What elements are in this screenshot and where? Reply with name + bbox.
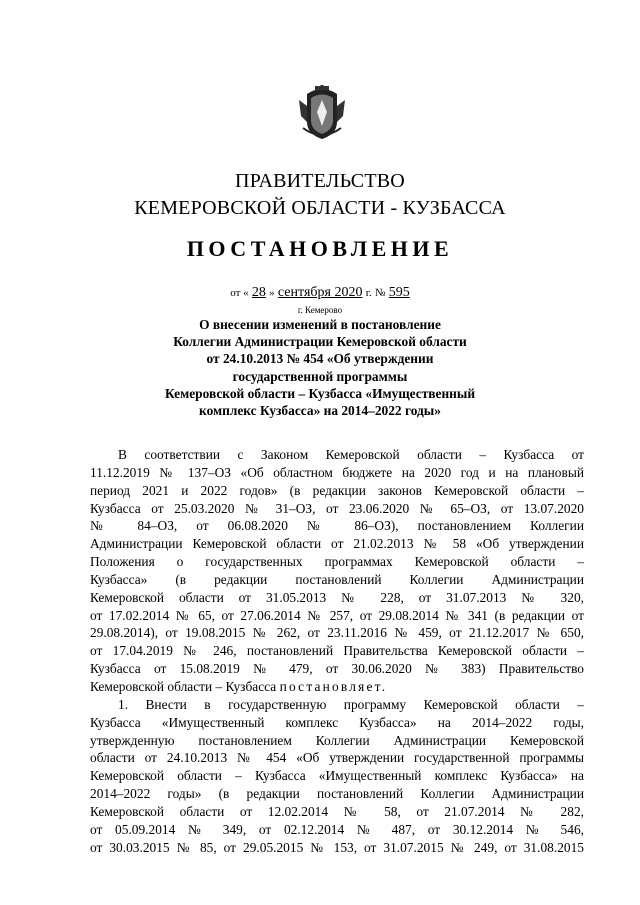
paragraph-2-line: Кемеровской области – Кузбасса «Имущественный комплекс Кузбасса» на	[90, 768, 584, 784]
paragraph-2-line: 2014–2022 годы» (в редакции постановлений Коллегии Администрации	[90, 786, 584, 802]
paragraph-1-last-line	[90, 678, 584, 696]
document-number: 595	[388, 285, 410, 300]
paragraph-1-line: Администрации Кемеровской области от 21.02.2013 № 58 «Об утверждении	[90, 536, 584, 552]
government-name-line1: ПРАВИТЕЛЬСТВО	[235, 170, 405, 192]
paragraph-2-line: от 30.03.2015 № 85, от 29.05.2015 № 153, от 31.07.2015 № 249, от 31.08.2015	[90, 839, 584, 855]
date-mid: »	[269, 287, 275, 299]
number-label: №	[374, 287, 386, 299]
paragraph-1-line: период 2021 и 2022 годов» (в редакции законов Кемеровской области –	[90, 482, 584, 498]
date-month-year: сентября 2020	[277, 285, 363, 300]
resolution-word: постановляет.	[279, 678, 388, 694]
paragraph-1-line: В соответствии с Законом Кемеровской области – Кузбасса от	[118, 447, 584, 462]
date-day: 28	[251, 285, 266, 300]
paragraph-1-line: 11.12.2019 № 137–ОЗ «Об областном бюджете на 2020 год и на плановый	[90, 464, 584, 480]
heading-line: Кемеровской области – Кузбасса «Имущественный	[164, 385, 476, 401]
paragraph-1-line: 29.08.2014), от 19.08.2015 № 262, от 23.11.2016 № 459, от 21.12.2017 № 650,	[90, 625, 584, 641]
paragraph-2-line: утвержденную постановлением Коллегии Администрации Кемеровской	[90, 732, 584, 748]
paragraph-1-last-prefix: Кемеровской области – Кузбасса	[90, 678, 277, 694]
document-heading	[150, 316, 490, 419]
date-year-suffix: г.	[365, 287, 372, 299]
paragraph-1-line: Кузбасса» (в редакции постановлений Коллегии Администрации	[90, 571, 584, 587]
paragraph-1-line: Кузбасса от 25.03.2020 № 31–ОЗ, от 23.06.2020 № 65–ОЗ, от 13.07.2020	[90, 500, 584, 516]
paragraph-2-line: области от 24.10.2013 № 454 «Об утверждении государственной программы	[90, 750, 584, 766]
heading-line: О внесении изменений в постановление	[199, 317, 441, 332]
heading-line: Коллегии Администрации Кемеровской области	[173, 334, 467, 350]
paragraph-1-line: № 84–ОЗ, от 06.08.2020 № 86–ОЗ), постановлением Коллегии	[90, 518, 584, 534]
paragraph-2-line: от 05.09.2014 № 349, от 02.12.2014 № 487, от 30.12.2014 № 546,	[90, 821, 584, 837]
paragraph-1-line: от 17.02.2014 № 65, от 27.06.2014 № 257, от 29.08.2014 № 341 (в редакции от	[90, 607, 584, 623]
heading-line: от 24.10.2013 № 454 «Об утверждении	[206, 351, 434, 367]
heading-line: государственной программы	[232, 368, 408, 384]
city-label: г. Кемерово	[297, 305, 343, 315]
heading-line: комплекс Кузбасса» на 2014–2022 годы»	[199, 403, 441, 419]
document-body	[90, 446, 584, 856]
paragraph-2-line: Кузбасса «Имущественный комплекс Кузбасса» на 2014–2022 годы,	[90, 714, 584, 730]
date-number-line	[0, 284, 640, 301]
paragraph-1-line: Кемеровской области от 31.05.2013 № 228, от 31.07.2013 № 320,	[90, 589, 584, 605]
paragraph-2-line: 1. Внести в государственную программу Кемеровской области –	[118, 696, 584, 712]
government-name-line2: КЕМЕРОВСКОЙ ОБЛАСТИ - КУЗБАССА	[134, 197, 506, 219]
date-from-label: от «	[230, 287, 249, 299]
paragraph-1-line: Положения о государственных программах Кемеровской области –	[90, 554, 584, 570]
paragraph-2-line: Кемеровской области от 12.02.2014 № 58, от 21.07.2014 № 282,	[90, 803, 584, 819]
document-title: ПОСТАНОВЛЕНИЕ	[186, 236, 454, 261]
paragraph-1-line: от 17.04.2019 № 246, постановлений Правительства Кемеровской области –	[90, 643, 584, 659]
paragraph-1-line: Кузбасса от 15.08.2019 № 479, от 30.06.2020 № 383) Правительство	[90, 661, 584, 677]
coat-of-arms-icon	[297, 82, 347, 140]
